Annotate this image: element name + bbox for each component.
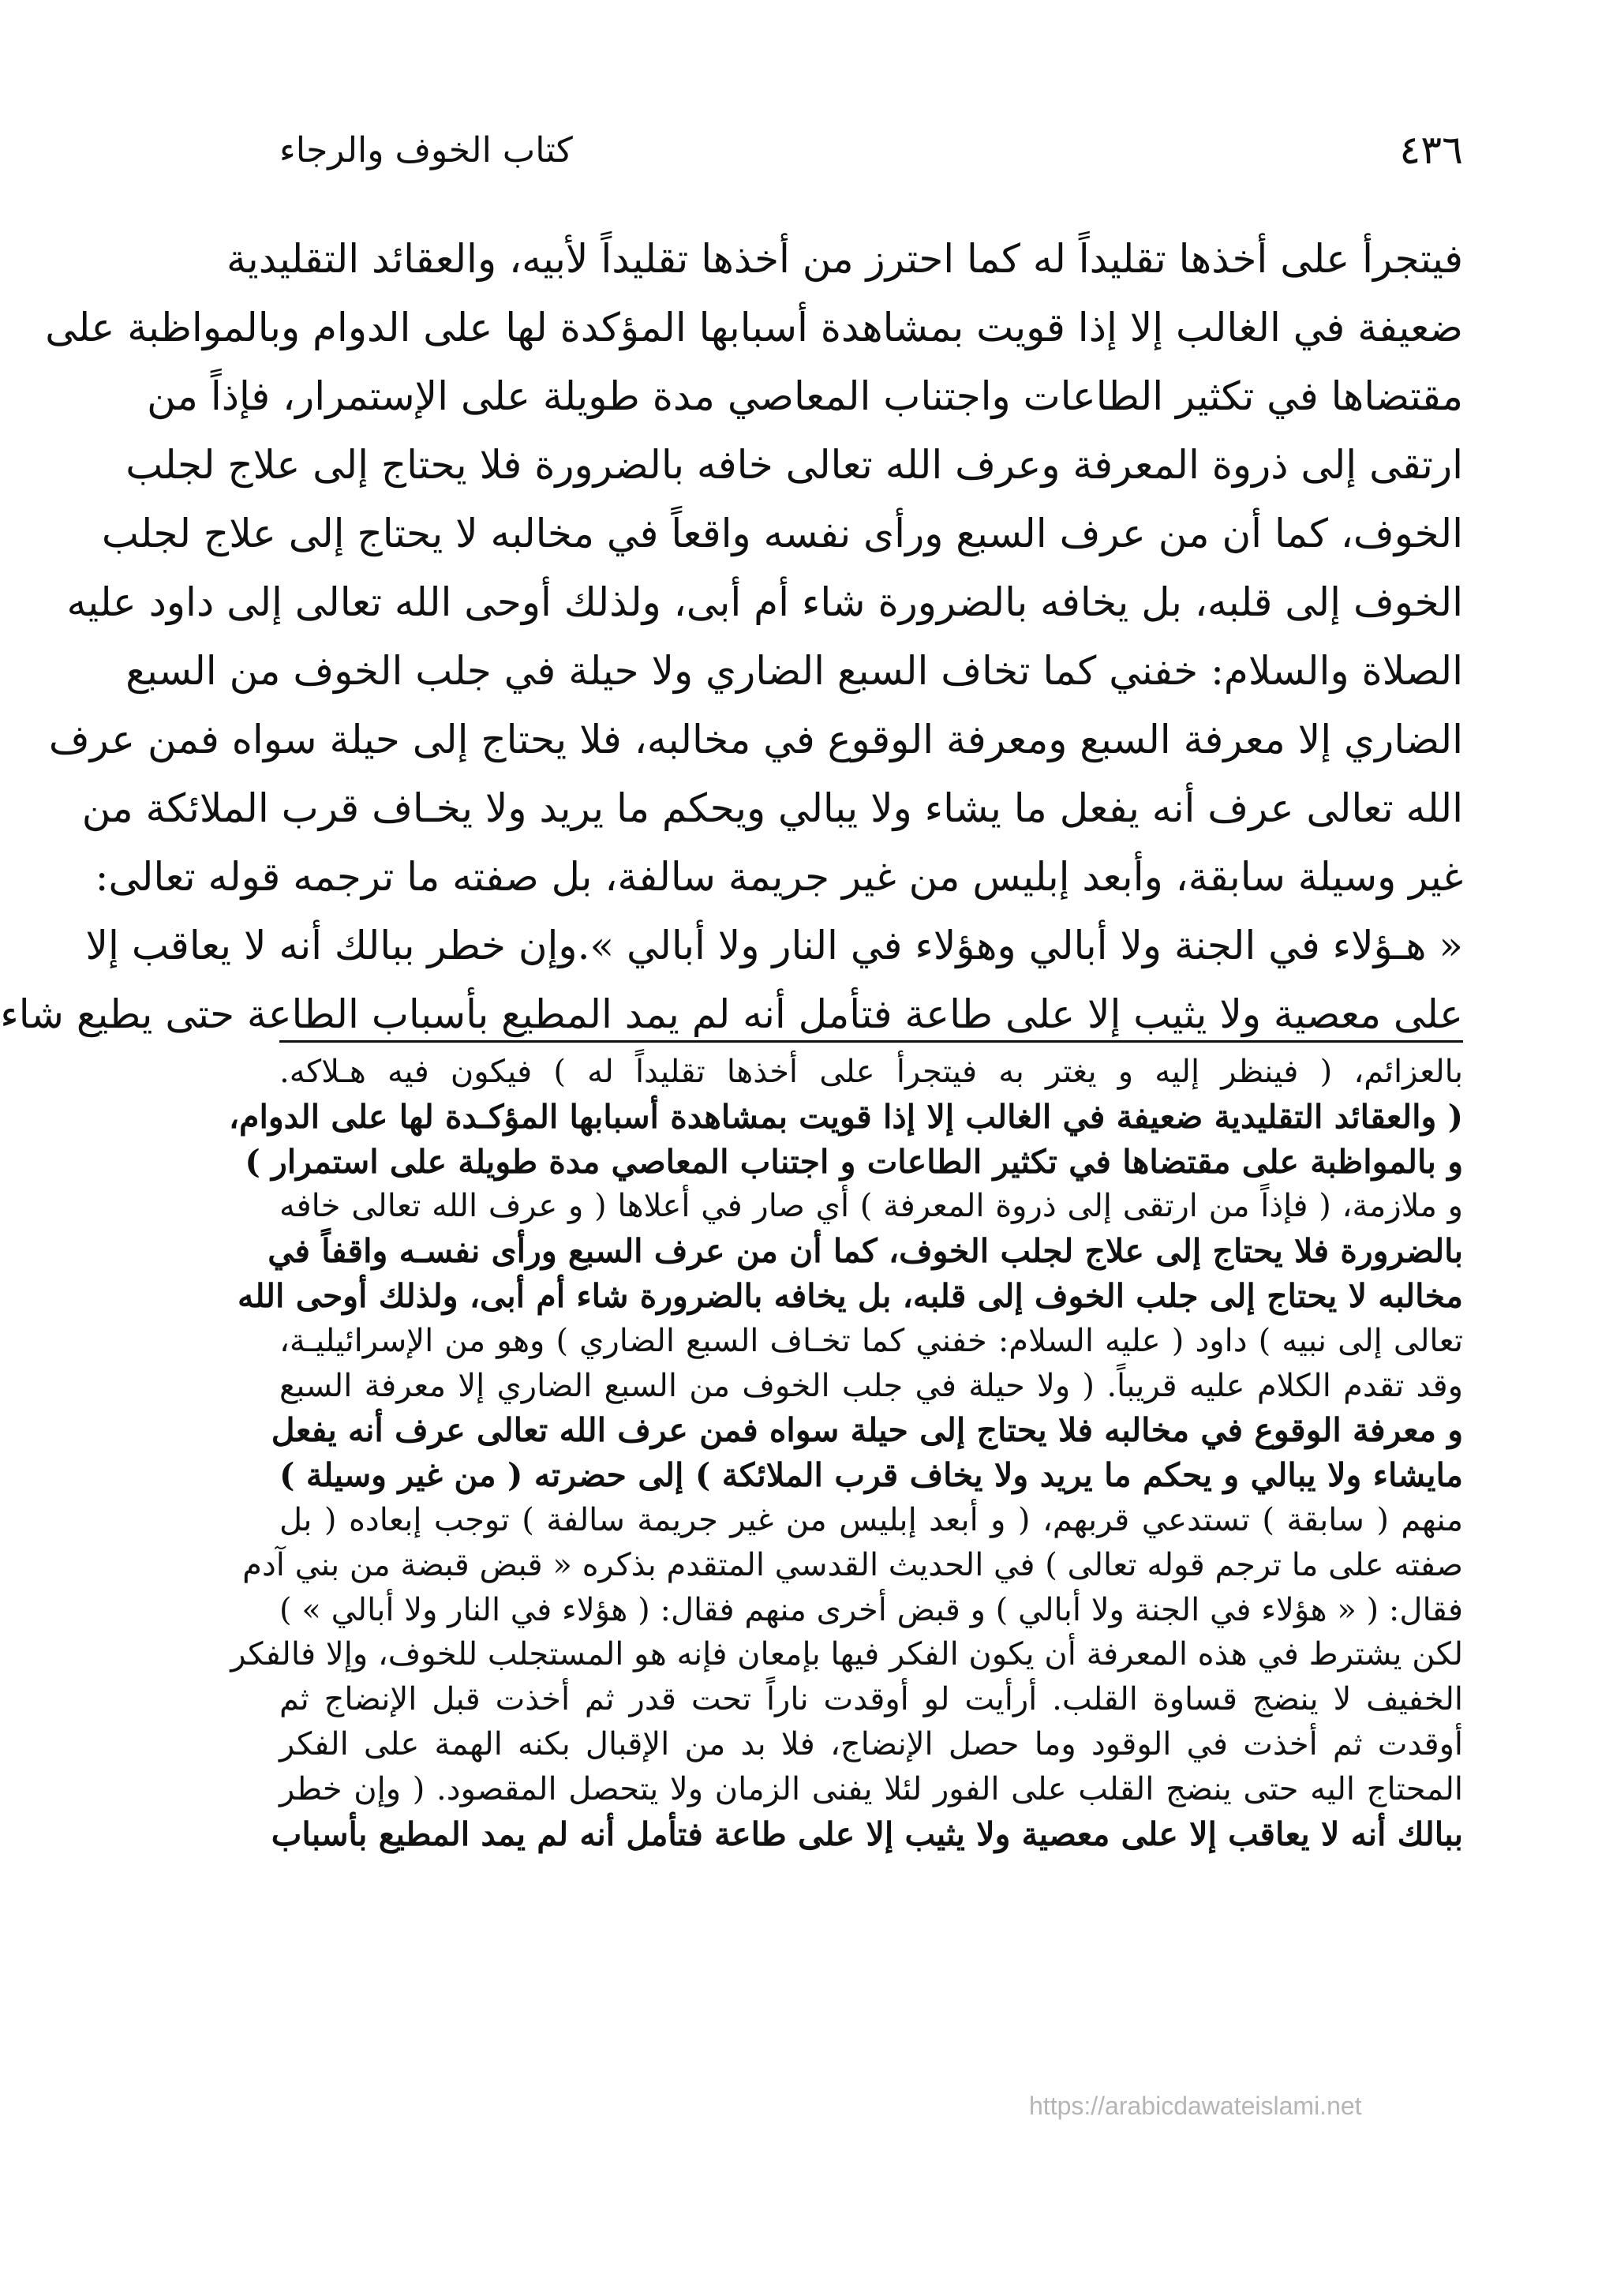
main-line: الله تعالى عرف أنه يفعل ما يشاء ولا يبالي ويحكم ما يريد ولا يخـاف قرب الملائكة من (81, 785, 1463, 831)
main-line: غير وسيلة سابقة، وأبعد إبليس من غير جريمة سالفة، بل صفته ما ترجمه قوله تعالى: (95, 854, 1463, 900)
commentary-line: تعالى إلى نبيه ) داود ( عليه السلام: خفني كما تخـاف السبع الضاري ) وهو من الإسرائيليـة، (279, 1322, 1463, 1359)
commentary-line: بالضرورة فلا يحتاج إلى علاج لجلب الخوف، كما أن من عرف السبع ورأى نفسـه واقفاً في (268, 1232, 1463, 1271)
commentary-line: منهم ( سابقة ) تستدعي قربهم، ( و أبعد إبليس من غير جريمة سالفة ) توجب إبعاده ( بل (279, 1501, 1463, 1538)
commentary-line: ببالك أنه لا يعاقب إلا على معصية ولا يثيب إلا على طاعة فتأمل أنه لم يمد المطيع بأسباب (271, 1815, 1463, 1853)
commentary-line: أوقدت ثم أخذت في الوقود وما حصل الإنضاج، فلا بد من الإقبال بكنه الهمة على الفكر (279, 1725, 1463, 1762)
main-line: على معصية ولا يثيب إلا على طاعة فتأمل أنه لم يمد المطيع بأسباب الطاعة حتى يطيع شاء (0, 991, 1463, 1037)
commentary-line: مايشاء ولا يبالي و يحكم ما يريد ولا يخاف قرب الملائكة ) إلى حضرته ( من غير وسيلة ) (279, 1456, 1463, 1495)
commentary-line: مخالبه لا يحتاج إلى جلب الخوف إلى قلبه، بل يخافه بالضرورة شاء أم أبى، ولذلك أوحى الله (238, 1276, 1463, 1315)
commentary-block (228, 1050, 1463, 1856)
commentary-line: وقد تقدم الكلام عليه قريباً. ( ولا حيلة في جلب الخوف من السبع الضاري إلا معرفة السبع (279, 1367, 1463, 1404)
commentary-line: فقال: ( « هؤلاء في الجنة ولا أبالي ) و قبض أخرى منهم فقال: ( هؤلاء في النار ولا أبالي » ) (279, 1591, 1463, 1628)
running-title: كتاب الخوف والرجاء (279, 129, 573, 170)
commentary-line: و معرفة الوقوع في مخالبه فلا يحتاج إلى حيلة سواه فمن عرف الله تعالى عرف أنه يفعل (271, 1411, 1463, 1450)
main-line: فيتجرأ على أخذها تقليداً له كما احترز من أخذها تقليداً لأبيه، والعقائد التقليدية (226, 236, 1463, 282)
main-line: ضعيفة في الغالب إلا إذا قويت بمشاهدة أسبابها المؤكدة لها على الدوام وبالمواظبة على (45, 305, 1463, 350)
main-line: الخوف، كما أن من عرف السبع ورأى نفسه واقعاً في مخالبه لا يحتاج إلى علاج لجلب (101, 511, 1463, 556)
main-line: الضاري إلا معرفة السبع ومعرفة الوقوع في مخالبه، فلا يحتاج إلى حيلة سواه فمن عرف (48, 717, 1463, 762)
commentary-line: صفته على ما ترجم قوله تعالى ) في الحديث القدسي المتقدم بذكره « قبض قبضة من بني آدم (242, 1546, 1463, 1583)
main-line: ارتقى إلى ذروة المعرفة وعرف الله تعالى خافه بالضرورة فلا يحتاج إلى علاج لجلب (125, 442, 1463, 488)
commentary-line: لكن يشترط في هذه المعرفة أن يكون الفكر فيها بإمعان فإنه هو المستجلب للخوف، وإلا فالفكر (230, 1636, 1463, 1673)
page-number: ٤٣٦ (1399, 127, 1463, 173)
section-divider (279, 1040, 1463, 1043)
main-text-block (0, 225, 1463, 1049)
commentary-line: ( والعقائد التقليدية ضعيفة في الغالب إلا إذا قويت بمشاهدة أسبابها المؤكـدة لها على الدوام، (228, 1097, 1463, 1136)
commentary-line: و بالمواظبة على مقتضاها في تكثير الطاعات و اجتناب المعاصي مدة طويلة على استمرار ) (245, 1142, 1463, 1181)
commentary-line: الخفيف لا ينضج قساوة القلب. أرأيت لو أوقدت ناراً تحت قدر ثم أخذت قبل الإنضاج ثم (279, 1681, 1463, 1718)
commentary-line: و ملازمة، ( فإذاً من ارتقى إلى ذروة المعرفة ) أي صار في أعلاها ( و عرف الله تعالى خافه (279, 1188, 1463, 1225)
page-header (279, 118, 1463, 182)
main-line: الصلاة والسلام: خفني كما تخاف السبع الضاري ولا حيلة في جلب الخوف من السبع (125, 648, 1463, 694)
watermark-url: https://arabicdawateislami.net (1029, 2092, 1362, 2120)
commentary-line: بالعزائم، ( فينظر إليه و يغتر به فيتجرأ على أخذها تقليداً له ) فيكون فيه هـلاكه. (279, 1054, 1463, 1090)
main-line: مقتضاها في تكثير الطاعات واجتناب المعاصي مدة طويلة على الإستمرار، فإذاً من (147, 373, 1463, 419)
main-line: « هـؤلاء في الجنة ولا أبالي وهؤلاء في النار ولا أبالي ».وإن خطر ببالك أنه لا يعاقب إلا (85, 923, 1463, 968)
commentary-line: المحتاج اليه حتى ينضج القلب على الفور لئلا يفنى الزمان ولا يتحصل المقصود. ( وإن خطر (279, 1770, 1463, 1807)
main-line: الخوف إلى قلبه، بل يخافه بالضرورة شاء أم أبى، ولذلك أوحى الله تعالى إلى داود عليه (66, 579, 1463, 625)
